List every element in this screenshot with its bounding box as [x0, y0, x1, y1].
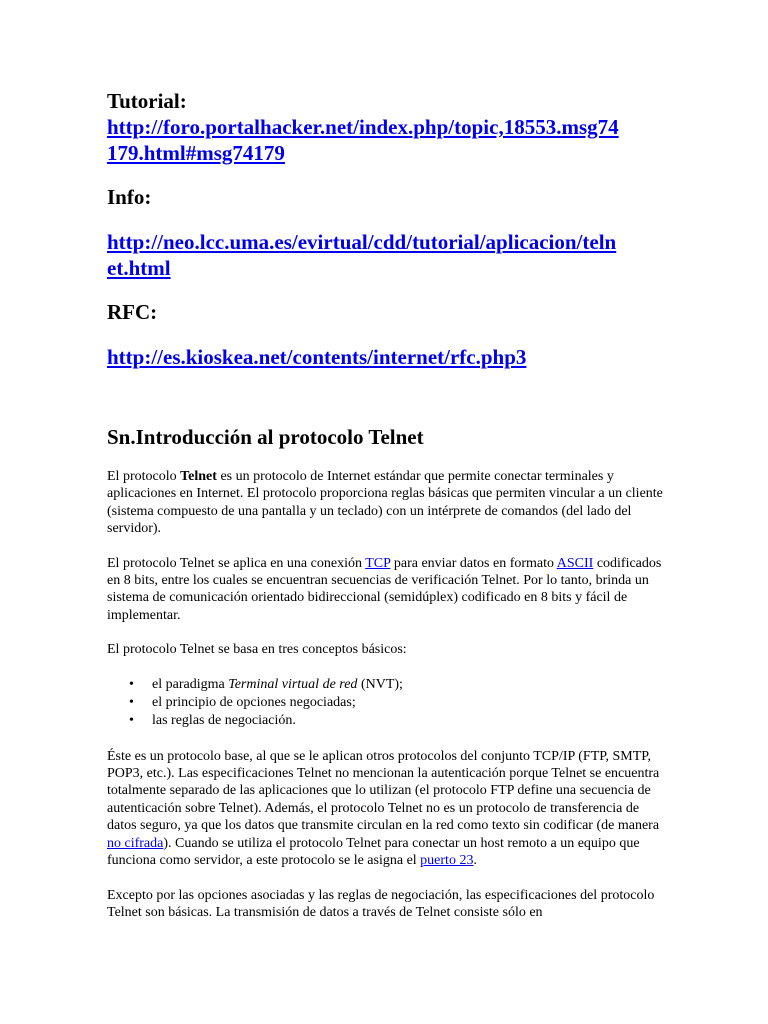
list-item: [107, 694, 667, 712]
section-title: Sn.Introducción al protocolo Telnet: [107, 425, 424, 449]
p1-bold-telnet: Telnet: [180, 469, 217, 484]
p2-text-a: El protocolo Telnet se aplica en una conexión: [107, 555, 366, 571]
paragraph-negotiation: Excepto por las opciones asociadas y las reglas de negociación, las especificaciones del protocolo Telnet son básicas. La transmisión de datos a través de Telnet consiste sólo en: [107, 887, 655, 920]
tutorial-link[interactable]: [107, 115, 619, 165]
p4-text-c: .: [473, 853, 477, 869]
tutorial-block: [107, 88, 667, 166]
paragraph-intro: [107, 468, 667, 538]
info-link[interactable]: [107, 230, 616, 280]
p2-text-c: codificados en 8 bits, entre los cuales se encuentran secuencias de verificación Telnet. Por lo tanto, brinda un sistema de comunicación orientado bidireccional (semidúplex) codificado en 8 bits y fácil de implementar.: [107, 555, 662, 623]
rfc-link[interactable]: http://es.kioskea.net/contents/internet/rfc.php3: [107, 345, 527, 369]
p1-text-a: El protocolo: [107, 469, 181, 484]
info-block: [107, 229, 667, 281]
tutorial-link-line1: http://foro.portalhacker.net/index.php/topic,18553.msg74: [107, 115, 619, 139]
paragraph-concepts: El protocolo Telnet se basa en tres conceptos básicos:: [107, 642, 407, 658]
list-item: [107, 712, 667, 730]
rfc-block: [107, 344, 667, 370]
item2-text: el principio de opciones negociadas;: [152, 694, 356, 710]
info-label: Info:: [107, 185, 152, 209]
tutorial-link-line2: 179.html#msg74179: [107, 141, 285, 165]
info-link-line1: http://neo.lcc.uma.es/evirtual/cdd/tutorial/aplicacion/teln: [107, 230, 617, 254]
puerto-23-link[interactable]: puerto 23: [420, 853, 474, 869]
item1-text-a: el paradigma: [152, 676, 229, 692]
tcp-link[interactable]: TCP: [365, 555, 391, 571]
bullet-icon: •: [129, 712, 134, 728]
p4-text-a: Éste es un protocolo base, al que se le aplican otros protocolos del conjunto TCP/IP (FTP, SMTP, POP3, etc.). Las especificaciones Telnet no mencionan la autenticación porque Telnet se encuentra totalmente separado de las aplicaciones que lo utilizan (el protocolo FTP define una secuencia de autenticación sobre Telnet). Además, el protocolo Telnet no es un protocolo de transferencia de datos seguro, ya que los datos que transmite circulan en la red como texto sin codificar (de manera: [107, 748, 660, 834]
bullet-icon: •: [129, 676, 134, 692]
p1-text-b: es un protocolo de Internet estándar que permite conectar terminales y aplicaciones en Internet. El protocolo proporciona reglas básicas que permiten vincular a un cliente (sistema compuesto de una pantalla y un teclado) con un intérprete de comandos (del lado del servidor).: [107, 469, 663, 537]
info-link-line2: et.html: [107, 256, 171, 280]
bullet-icon: •: [129, 694, 134, 710]
document-page: [107, 88, 667, 921]
list-item: [107, 676, 667, 694]
tutorial-label: Tutorial:: [107, 89, 187, 113]
no-cifrada-link[interactable]: no cifrada: [107, 835, 164, 851]
item1-text-b: (NVT);: [357, 676, 403, 692]
p4-text-b: ). Cuando se utiliza el protocolo Telnet para conectar un host remoto a un equipo que funciona como servidor, a este protocolo se le asigna el: [107, 835, 640, 869]
paragraph-base-protocol: [107, 748, 667, 870]
item1-italic: Terminal virtual de red: [228, 676, 358, 692]
p2-text-b: para enviar datos en formato: [390, 555, 557, 571]
paragraph-tcp: [107, 555, 667, 625]
item3-text: las reglas de negociación.: [152, 712, 296, 728]
concepts-list: [107, 676, 667, 730]
ascii-link[interactable]: ASCII: [556, 555, 594, 571]
rfc-label: RFC:: [107, 300, 158, 324]
